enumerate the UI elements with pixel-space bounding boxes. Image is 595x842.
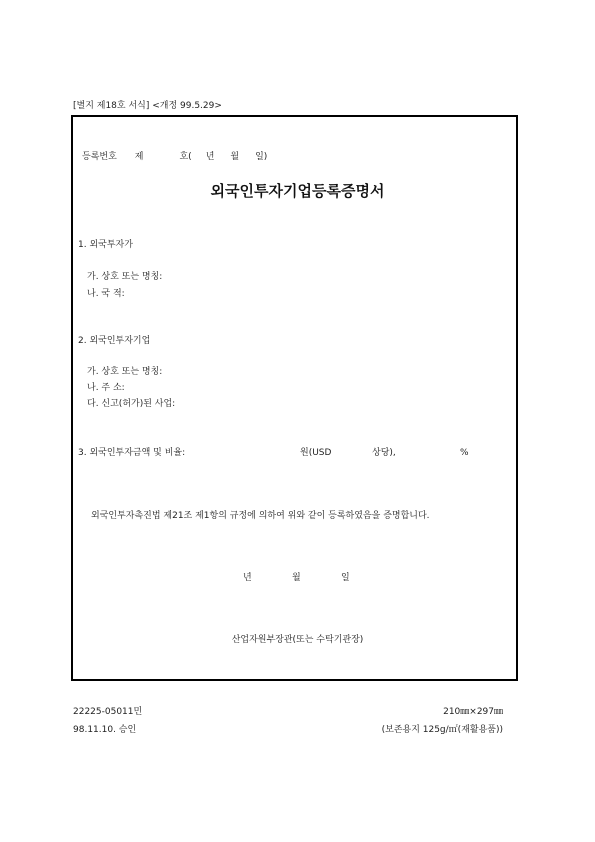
- section1-heading: 1. 외국투자가: [78, 240, 133, 250]
- section2-item-c: 다. 신고(허가)된 사업:: [87, 399, 176, 409]
- section3-percent: %: [460, 448, 469, 458]
- form-code: 22225-05011민: [73, 707, 143, 717]
- section1-item-b: 나. 국 적:: [87, 289, 125, 299]
- registration-number-line: [82, 153, 267, 162]
- certification-statement: 외국인투자촉진법 제21조 제1항의 규정에 의하여 위와 같이 등록하였음을 증명합니다.: [91, 511, 430, 521]
- document-title: 외국인투자기업등록증명서: [210, 182, 385, 200]
- paper-type: (보존용지 125g/㎡(재활용품)): [381, 725, 503, 735]
- date-day: 일: [341, 573, 350, 583]
- section2-item-a: 가. 상호 또는 명칭:: [87, 367, 163, 377]
- paper-size: 210㎜×297㎜: [443, 707, 503, 717]
- reg-number-label: 등록번호: [82, 152, 117, 162]
- form-header-note: [별지 제18호 서식] <개정 99.5.29>: [73, 101, 222, 111]
- section2-item-b: 나. 주 소:: [87, 383, 125, 393]
- section3-won: 원(USD: [300, 448, 332, 458]
- reg-number-suffix: 호(: [179, 152, 192, 162]
- reg-number-prefix: 제: [134, 152, 144, 162]
- approval-date: 98.11.10. 승인: [73, 725, 137, 735]
- date-month: 월: [292, 573, 301, 583]
- issuer-title: 산업자원부장관(또는 수탁기관장): [231, 635, 364, 645]
- section2-heading: 2. 외국인투자기업: [78, 336, 151, 346]
- section1-item-a: 가. 상호 또는 명칭:: [87, 272, 163, 282]
- section3-heading: 3. 외국인투자금액 및 비율:: [78, 448, 186, 458]
- reg-year: 년: [205, 152, 215, 162]
- section3-equiv: 상당),: [372, 448, 396, 458]
- date-year: 년: [243, 573, 252, 583]
- reg-month: 월: [230, 152, 240, 162]
- reg-day: 일): [255, 152, 268, 162]
